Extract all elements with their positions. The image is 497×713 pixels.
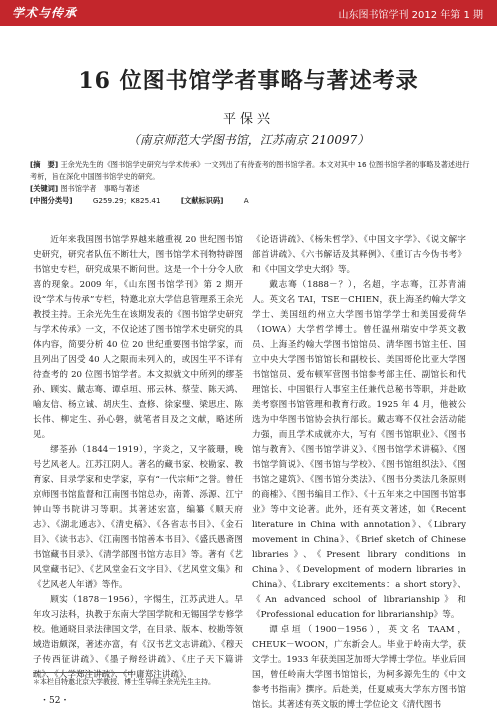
doc-code-value: A [243, 196, 249, 205]
classification [30, 195, 470, 207]
class-label: [中图分类号] [30, 196, 73, 205]
abstract-text: 王余光先生的《图书馆学史研究与学术传承》一文列出了有待查考的图书馆学者。本文对其中 16 位图书馆学者的事略及著述进行考析，旨在深化中国图书馆学史的研究。 [30, 160, 470, 181]
journal-issue: 山东图书馆学刊 2012 年第 1 期 [338, 10, 483, 21]
page-number: ・52・ [40, 696, 70, 706]
paragraph: 《论语讲疏》、《杨朱哲学》、《中国文字学》、《说文解字部首讲疏》、《六书解话及其释例》、《重订古今伪书考》和《中国文学史大纲》等。 [252, 235, 466, 275]
abstract-label: [摘 要] [30, 160, 59, 169]
keywords-label: [关键词] [30, 184, 59, 193]
keywords [30, 183, 470, 195]
abstract [30, 159, 470, 183]
paragraph: 缪荃孙（1844－1919），字炎之，又字筱珊，晚号艺风老人。江苏江阴人。著名的藏书家、校勘家、教育家、目录学家和史学家，享有“一代宗师”之誉。曾任京师图书馆监督和江南图书馆总办，南菁、泺源、江宁钟山等书院讲习等职。其著述宏富，编纂《顺天府志》、《湖北通志》、《清史稿》、《各省志书目》、《金石目》、《读书志》、《江南图书馆善本书目》、《盛氏愚斋图书馆藏书目录》、《清学部图书馆方志目》等。著有《艺风堂藏书记》、《艺风堂金石文字目》、《艺风堂文集》和《艺风老人年谱》等作。 [33, 445, 243, 590]
footnote: ＊本栏目特邀北京大学教授、博士生导师王余光先生主持。 [33, 678, 215, 686]
footnote-divider [33, 672, 133, 673]
doc-code-label: [文献标识码] [180, 196, 224, 205]
body-left-column [33, 233, 243, 683]
article-author: 平保兴 [222, 112, 274, 127]
body-right-column [252, 233, 466, 713]
keywords-text: 图书馆学者 事略与著述 [60, 184, 140, 193]
journal-header [0, 0, 497, 26]
paragraph: 顾实（1878－1956），字惕生，江苏武进人。早年攻习法科，执教于东南大学国学院和无锡国学专修学校。他通晓目录法律国文学，在目录、版本、校勘等领域造诣颇深，著述亦富，有《汉书艺文志讲疏》、《穆天子传西征讲疏》、《墨子辩经讲疏》、《庄子天下篇讲疏》、《大学郑注讲疏》、《中庸郑注讲疏》、 [33, 595, 243, 680]
author-affiliation: （南京师范大学图书馆，江苏南京 210097） [127, 133, 370, 147]
article-title: 16 位图书馆学者事略与著述考录 [78, 68, 419, 94]
paragraph: 近年来我国图书馆学界越来越重视 20 世纪图书馆史研究，研究者队伍不断壮大，图书馆学术刊物特辟图书馆史专栏，研究成果不断问世。这是一个十分令人欣喜的现象。2009 年，《山东图书馆学刊》第 2 期开设“学术与传承”专栏，特邀北京大学信息管理系王余光教授主持。王余光先生在该期发表的《图书馆学史研究与学术传承》一文，不仅论述了图书馆学术史研究的具体内容，简要分析 40 位 20 世纪重要图书馆学家，而且列出了因受 40 人之限而未列入的，或因生平不详有待查考的 20 位图书馆学者。本文拟就文中所列的缪荃孙、顾实、戴志骞、谭卓垣、邢云林、蔡莹、陈天鸿、喻友信、杨立诚、胡庆生、查修、徐家璧、梁思庄、陈长伟、柳定生、孙心磐，就笔者目及之文献，略述所见。 [33, 235, 243, 440]
paragraph: 戴志骞（1888－？），名超，字志骞，江苏青浦人。英文名 TAI，TSE－CHIEN，获上海圣约翰大学文学士、美国纽约州立大学图书馆学学士和美国爱荷华（IOWA）大学哲学博士。曾任温州瑞安中学英文教员、上海圣约翰大学图书馆馆员、清华图书馆主任、国立中央大学图书馆馆长和副校长、美国哥伦比亚大学图书馆馆员、爱布顿军营图书馆参考部主任、副馆长和代理馆长、中国银行人事室主任兼代总秘书等职，并赴欧美考察图书馆管理和教育行政。1925 年 4 月，他被公选为中华图书馆协会执行部长。戴志骞不仅社会活动能力强，而且学术成就亦大，写有《图书馆职业》、《图书馆与教育》、《图书馆学讲义》、《图书馆学术讲稿》、《图书馆学简说》、《图书馆与学校》、《图书馆组织法》、《图书馆之建筑》、《图书馆分类法》、《图书分类法几条原则的商榷》、《图书编目工作》、《十五年来之中国图书馆事业》等中文论著。此外，还有英文著述，如《Recent literature in China with annotation》、《Library movement in China》、《Brief sketch of Chinese libraries》、《Present library conditions in China》、《Development of modern libraries in China》、《Library excitements：a short story》、《An advanced school of librarianship》和《Professional education for librarianship》等。 [252, 280, 466, 620]
journal-column-name: 学术与传承 [12, 6, 78, 20]
class-value: G259.29；K825.41 [92, 196, 161, 205]
paragraph: 谭卓垣（1900－1956），英文名 TAAM，CHEUK－WOON，广东新会人。毕业于岭南大学，获文学士。1933 年获美国芝加哥大学博士学位。毕业后回国，曾任岭南大学图书馆馆长，为柯多源先生的《中文参考书指南》撰序。后赴美，任夏威夷大学东方图书馆馆长。其著述有英文版的博士学位论文《清代图书 [252, 625, 466, 710]
abstract-block [30, 159, 470, 207]
